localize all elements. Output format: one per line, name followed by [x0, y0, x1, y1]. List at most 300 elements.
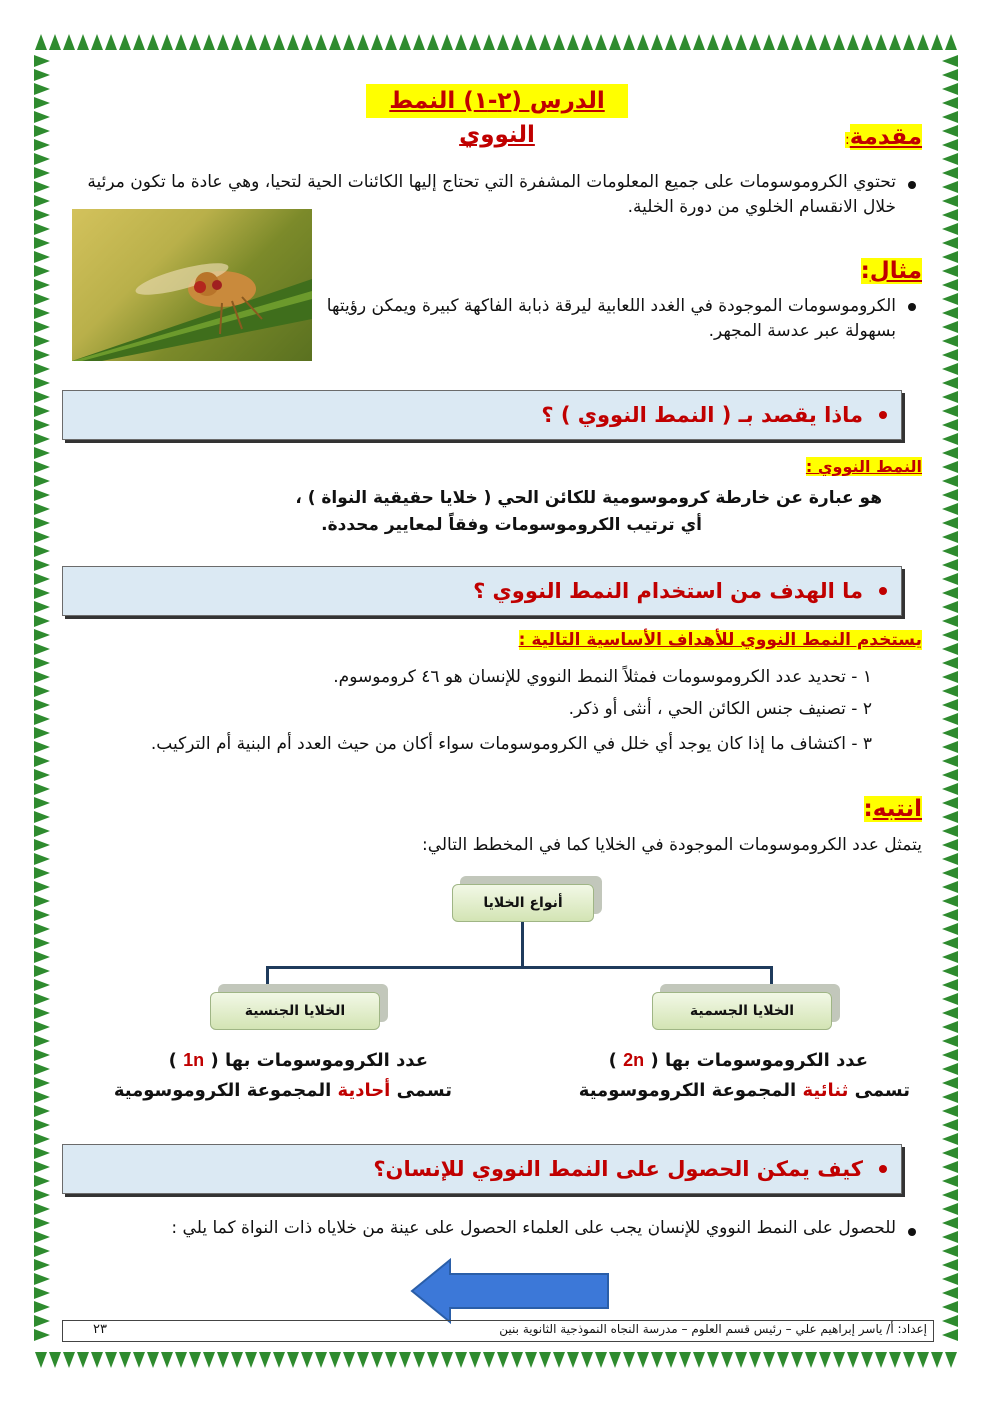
tree-border-icon [791, 34, 803, 50]
question-bullet [879, 1165, 887, 1173]
tree-border-icon [637, 1352, 649, 1368]
tree-border-icon [679, 34, 691, 50]
tree-border-icon [942, 699, 958, 711]
tree-border-icon [34, 587, 50, 599]
tree-border-icon [343, 1352, 355, 1368]
tree-border-icon [34, 909, 50, 921]
tree-border-icon [34, 937, 50, 949]
tree-border-icon [413, 1352, 425, 1368]
example-heading: مثال [869, 258, 922, 284]
tree-border-icon [245, 34, 257, 50]
tree-border-icon [665, 1352, 677, 1368]
tree-border-icon [942, 391, 958, 403]
intro-heading-wrap [845, 124, 922, 150]
tree-border-icon [735, 34, 747, 50]
border-right [942, 54, 958, 1342]
tree-border-icon [34, 83, 50, 95]
tree-border-icon [105, 34, 117, 50]
tree-border-icon [942, 1091, 958, 1103]
fruit-fly-icon [72, 209, 312, 361]
tree-border-icon [217, 1352, 229, 1368]
tree-border-icon [34, 1273, 50, 1285]
tree-border-icon [34, 1287, 50, 1299]
tree-border-icon [343, 34, 355, 50]
tree-border-icon [847, 34, 859, 50]
tree-border-icon [942, 741, 958, 753]
tree-border-icon [942, 405, 958, 417]
karyotype-heading: النمط النووي : [805, 457, 922, 476]
tree-border-icon [942, 1175, 958, 1187]
tree-border-icon [942, 979, 958, 991]
tree-border-icon [942, 1161, 958, 1173]
tree-border-icon [357, 1352, 369, 1368]
tree-border-icon [942, 769, 958, 781]
tree-border-icon [553, 1352, 565, 1368]
tree-border-icon [833, 34, 845, 50]
tree-border-icon [581, 1352, 593, 1368]
tree-border-icon [34, 349, 50, 361]
tree-border-icon [34, 335, 50, 347]
diagram-connector-left [266, 966, 269, 986]
tree-border-icon [34, 965, 50, 977]
tree-border-icon [91, 1352, 103, 1368]
tree-border-icon [942, 1063, 958, 1075]
tree-border-icon [147, 34, 159, 50]
tree-border-icon [942, 1245, 958, 1257]
question-box-2 [62, 566, 902, 616]
tree-border-icon [942, 461, 958, 473]
tree-border-icon [34, 1007, 50, 1019]
tree-border-icon [942, 545, 958, 557]
tree-border-icon [609, 34, 621, 50]
border-top [34, 34, 958, 50]
tree-border-icon [399, 34, 411, 50]
question-bullet [879, 411, 887, 419]
border-bottom [34, 1352, 958, 1368]
tree-border-icon [371, 34, 383, 50]
border-left [34, 54, 50, 1342]
tree-border-icon [637, 34, 649, 50]
tree-border-icon [385, 1352, 397, 1368]
tree-border-icon [942, 923, 958, 935]
tree-border-icon [34, 643, 50, 655]
tree-border-icon [34, 237, 50, 249]
tree-border-icon [34, 629, 50, 641]
tree-border-icon [34, 251, 50, 263]
tree-border-icon [942, 881, 958, 893]
goal-item-3: ٣ - اكتشاف ما إذا كان يوجد أي خلل في الكروموسومات سواء أكان من حيث العدد أم البنية أم التركيب. [150, 734, 872, 754]
tree-border-icon [133, 34, 145, 50]
attention-heading-wrap [864, 796, 922, 822]
tree-border-icon [147, 1352, 159, 1368]
tree-border-icon [707, 1352, 719, 1368]
footer-bar [62, 1320, 934, 1342]
tree-border-icon [34, 321, 50, 333]
karyotype-heading-wrap [806, 457, 922, 476]
tree-border-icon [329, 1352, 341, 1368]
tree-border-icon [791, 1352, 803, 1368]
tree-border-icon [34, 307, 50, 319]
somatic-name [579, 1080, 910, 1101]
tree-border-icon [567, 34, 579, 50]
tree-border-icon [34, 601, 50, 613]
tree-border-icon [942, 657, 958, 669]
tree-border-icon [231, 1352, 243, 1368]
tree-border-icon [203, 1352, 215, 1368]
tree-border-icon [34, 1119, 50, 1131]
tree-border-icon [34, 265, 50, 277]
tree-border-icon [805, 1352, 817, 1368]
tree-border-icon [942, 1035, 958, 1047]
somatic-count [609, 1050, 868, 1071]
tree-border-icon [34, 741, 50, 753]
tree-border-icon [623, 1352, 635, 1368]
tree-border-icon [942, 825, 958, 837]
tree-border-icon [942, 811, 958, 823]
somatic-count-prefix: عدد الكروموسومات بها ( [650, 1050, 868, 1071]
tree-border-icon [259, 1352, 271, 1368]
tree-border-icon [942, 1259, 958, 1271]
example-text: الكروموسومات الموجودة في الغدد اللعابية ليرقة ذبابة الفاكهة كبيرة ويمكن رؤيتها بسهولة عبر عدسة المجهر. [326, 296, 896, 341]
tree-border-icon [34, 657, 50, 669]
tree-border-icon [942, 209, 958, 221]
tree-border-icon [483, 34, 495, 50]
tree-border-icon [34, 391, 50, 403]
goals-heading: يستخدم النمط النووي للأهداف الأساسية التالية : [518, 630, 922, 650]
tree-border-icon [942, 1147, 958, 1159]
tree-border-icon [469, 1352, 481, 1368]
tree-border-icon [469, 34, 481, 50]
tree-border-icon [34, 153, 50, 165]
tree-border-icon [942, 629, 958, 641]
tree-border-icon [942, 937, 958, 949]
tree-border-icon [942, 951, 958, 963]
tree-border-icon [651, 34, 663, 50]
tree-border-icon [34, 167, 50, 179]
tree-border-icon [105, 1352, 117, 1368]
tree-border-icon [34, 671, 50, 683]
tree-border-icon [749, 1352, 761, 1368]
tree-border-icon [693, 1352, 705, 1368]
tree-border-icon [553, 34, 565, 50]
somatic-name-prefix: تسمى [854, 1080, 910, 1101]
tree-border-icon [34, 1301, 50, 1313]
tree-border-icon [63, 34, 75, 50]
tree-border-icon [942, 1287, 958, 1299]
tree-border-icon [91, 34, 103, 50]
tree-border-icon [34, 1091, 50, 1103]
tree-border-icon [49, 1352, 61, 1368]
tree-border-icon [34, 1175, 50, 1187]
question-bullet [879, 587, 887, 595]
tree-border-icon [942, 1021, 958, 1033]
tree-border-icon [651, 1352, 663, 1368]
tree-border-icon [749, 34, 761, 50]
tree-border-icon [942, 559, 958, 571]
sex-cells-count-prefix: عدد الكروموسومات بها ( [210, 1050, 428, 1071]
question-box-1 [62, 390, 902, 440]
tree-border-icon [34, 181, 50, 193]
tree-border-icon [34, 405, 50, 417]
tree-border-icon [34, 69, 50, 81]
tree-border-icon [315, 1352, 327, 1368]
diagram-connector-vertical [521, 922, 524, 968]
tree-border-icon [34, 447, 50, 459]
tree-border-icon [735, 1352, 747, 1368]
tree-border-icon [427, 34, 439, 50]
diagram-sex-cells-box: الخلايا الجنسية [210, 992, 380, 1030]
tree-border-icon [34, 1203, 50, 1215]
tree-border-icon [819, 34, 831, 50]
tree-border-icon [942, 83, 958, 95]
tree-border-icon [273, 1352, 285, 1368]
tree-border-icon [567, 1352, 579, 1368]
tree-border-icon [34, 685, 50, 697]
question-text-3: كيف يمكن الحصول على النمط النووي للإنسان؟ [373, 1157, 863, 1181]
tree-border-icon [133, 1352, 145, 1368]
tree-border-icon [34, 97, 50, 109]
tree-border-icon [942, 447, 958, 459]
tree-border-icon [595, 1352, 607, 1368]
tree-border-icon [34, 1189, 50, 1201]
intro-text: تحتوي الكروموسومات على جميع المعلومات المشفرة التي تحتاج إليها الكائنات الحية لتحيا، وهي عادة ما تكون مرئية خلال الانقسام الخلوي من دورة الخلية. [87, 172, 896, 217]
tree-border-icon [945, 34, 957, 50]
tree-border-icon [609, 1352, 621, 1368]
goal-item-1: ١ - تحديد عدد الكروموسومات فمثلاً النمط النووي للإنسان هو ٤٦ كروموسوم. [333, 667, 872, 687]
tree-border-icon [942, 1329, 958, 1341]
tree-border-icon [679, 1352, 691, 1368]
attention-text: يتمثل عدد الكروموسومات الموجودة في الخلايا كما في المخطط التالي: [421, 835, 922, 855]
tree-border-icon [34, 727, 50, 739]
tree-border-icon [942, 895, 958, 907]
karyotype-line-1: هو عبارة عن خارطة كروموسومية للكائن الحي ( خلايا حقيقية النواة ) ، [295, 488, 882, 508]
tree-border-icon [49, 34, 61, 50]
tree-border-icon [34, 1315, 50, 1327]
sex-cells-count [169, 1050, 428, 1071]
tree-border-icon [942, 55, 958, 67]
tree-border-icon [539, 34, 551, 50]
tree-border-icon [34, 699, 50, 711]
tree-border-icon [34, 475, 50, 487]
tree-border-icon [945, 1352, 957, 1368]
tree-border-icon [763, 34, 775, 50]
tree-border-icon [942, 853, 958, 865]
tree-border-icon [942, 377, 958, 389]
tree-border-icon [942, 1049, 958, 1061]
tree-border-icon [875, 1352, 887, 1368]
tree-border-icon [483, 1352, 495, 1368]
tree-border-icon [34, 1133, 50, 1145]
tree-border-icon [805, 34, 817, 50]
tree-border-icon [34, 1259, 50, 1271]
tree-border-icon [34, 1021, 50, 1033]
tree-border-icon [511, 1352, 523, 1368]
tree-border-icon [942, 167, 958, 179]
tree-border-icon [34, 881, 50, 893]
attention-heading-colon: : [863, 796, 873, 822]
tree-border-icon [34, 1035, 50, 1047]
example-heading-colon: : [860, 258, 870, 284]
tree-border-icon [942, 321, 958, 333]
example-heading-wrap [861, 258, 922, 284]
tree-border-icon [34, 895, 50, 907]
tree-border-icon [693, 34, 705, 50]
tree-border-icon [34, 559, 50, 571]
tree-border-icon [34, 797, 50, 809]
tree-border-icon [34, 489, 50, 501]
tree-border-icon [942, 1105, 958, 1117]
question-text-1: ماذا يقصد بـ ( النمط النووي ) ؟ [541, 403, 863, 427]
tree-border-icon [34, 517, 50, 529]
fruit-fly-image [72, 209, 312, 361]
tree-border-icon [917, 1352, 929, 1368]
tree-border-icon [942, 279, 958, 291]
tree-border-icon [399, 1352, 411, 1368]
tree-border-icon [539, 1352, 551, 1368]
tree-border-icon [301, 34, 313, 50]
tree-border-icon [942, 111, 958, 123]
tree-border-icon [34, 293, 50, 305]
page-title: الدرس (٢-١) النمط النووي [366, 84, 628, 118]
tree-border-icon [861, 1352, 873, 1368]
tree-border-icon [942, 419, 958, 431]
tree-border-icon [34, 111, 50, 123]
sex-cells-name-highlight: أحادية [337, 1080, 391, 1101]
tree-border-icon [34, 573, 50, 585]
tree-border-icon [525, 1352, 537, 1368]
tree-border-icon [595, 34, 607, 50]
intro-bullet [908, 181, 916, 189]
tree-border-icon [665, 34, 677, 50]
page-number: ٢٣ [93, 1322, 107, 1337]
tree-border-icon [34, 503, 50, 515]
tree-border-icon [942, 517, 958, 529]
tree-border-icon [942, 503, 958, 515]
tree-border-icon [34, 545, 50, 557]
tree-border-icon [942, 489, 958, 501]
tree-border-icon [245, 1352, 257, 1368]
tree-border-icon [34, 125, 50, 137]
tree-border-icon [34, 209, 50, 221]
tree-border-icon [942, 531, 958, 543]
tree-border-icon [942, 965, 958, 977]
tree-border-icon [942, 671, 958, 683]
tree-border-icon [942, 1119, 958, 1131]
tree-border-icon [942, 153, 958, 165]
tree-border-icon [34, 825, 50, 837]
tree-border-icon [942, 293, 958, 305]
tree-border-icon [34, 377, 50, 389]
intro-heading-colon: : [845, 132, 850, 148]
tree-border-icon [942, 335, 958, 347]
somatic-count-value: 2n [623, 1050, 645, 1070]
tree-border-icon [34, 615, 50, 627]
tree-border-icon [34, 1105, 50, 1117]
tree-border-icon [455, 34, 467, 50]
sex-cells-count-value: 1n [183, 1050, 205, 1070]
tree-border-icon [34, 461, 50, 473]
tree-border-icon [861, 34, 873, 50]
tree-border-icon [301, 1352, 313, 1368]
tree-border-icon [189, 34, 201, 50]
tree-border-icon [903, 34, 915, 50]
tree-border-icon [525, 34, 537, 50]
tree-border-icon [34, 139, 50, 151]
tree-border-icon [34, 363, 50, 375]
tree-border-icon [77, 34, 89, 50]
tree-border-icon [931, 34, 943, 50]
tree-border-icon [175, 1352, 187, 1368]
tree-border-icon [34, 867, 50, 879]
tree-border-icon [942, 1217, 958, 1229]
karyotype-line-2: أي ترتيب الكروموسومات وفقاً لمعايير محددة. [321, 515, 702, 535]
tree-border-icon [161, 1352, 173, 1368]
tree-border-icon [942, 573, 958, 585]
tree-border-icon [942, 643, 958, 655]
tree-border-icon [942, 1273, 958, 1285]
tree-border-icon [777, 34, 789, 50]
tree-border-icon [942, 1315, 958, 1327]
tree-border-icon [942, 349, 958, 361]
arrow-left-icon [410, 1258, 610, 1324]
tree-border-icon [34, 223, 50, 235]
tree-border-icon [34, 769, 50, 781]
tree-border-icon [385, 34, 397, 50]
goal-item-2: ٢ - تصنيف جنس الكائن الحي ، أنثى أو ذكر. [568, 699, 872, 719]
tree-border-icon [441, 1352, 453, 1368]
tree-border-icon [623, 34, 635, 50]
sex-cells-name-suffix: المجموعة الكروموسومية [113, 1080, 332, 1101]
tree-border-icon [231, 34, 243, 50]
tree-border-icon [942, 755, 958, 767]
diagram-connector-horizontal [266, 966, 773, 969]
tree-border-icon [942, 909, 958, 921]
tree-border-icon [942, 475, 958, 487]
tree-border-icon [942, 615, 958, 627]
tree-border-icon [942, 601, 958, 613]
tree-border-icon [942, 867, 958, 879]
diagram-connector-right [770, 966, 773, 986]
diagram-somatic-box: الخلايا الجسمية [652, 992, 832, 1030]
obtain-text: للحصول على النمط النووي للإنسان يجب على العلماء الحصول على عينة من خلاياه ذات النواة كما يلي : [171, 1218, 896, 1238]
tree-border-icon [34, 951, 50, 963]
tree-border-icon [34, 1231, 50, 1243]
tree-border-icon [903, 1352, 915, 1368]
tree-border-icon [942, 307, 958, 319]
tree-border-icon [34, 531, 50, 543]
tree-border-icon [889, 34, 901, 50]
tree-border-icon [931, 1352, 943, 1368]
tree-border-icon [217, 34, 229, 50]
tree-border-icon [34, 979, 50, 991]
tree-border-icon [942, 783, 958, 795]
tree-border-icon [175, 34, 187, 50]
tree-border-icon [287, 1352, 299, 1368]
tree-border-icon [357, 34, 369, 50]
tree-border-icon [34, 1245, 50, 1257]
question-text-2: ما الهدف من استخدام النمط النووي ؟ [473, 579, 863, 603]
tree-border-icon [819, 1352, 831, 1368]
footer-credit: إعداد: أ/ ياسر إبراهيم علي – رئيس قسم العلوم – مدرسة النجاه النموذجية الثانوية بنين [499, 1322, 927, 1336]
tree-border-icon [942, 181, 958, 193]
attention-heading: انتبه [872, 796, 922, 822]
intro-heading: مقدمة [849, 124, 922, 150]
tree-border-icon [161, 34, 173, 50]
tree-border-icon [34, 55, 50, 67]
tree-border-icon [942, 1077, 958, 1089]
tree-border-icon [427, 1352, 439, 1368]
tree-border-icon [34, 755, 50, 767]
